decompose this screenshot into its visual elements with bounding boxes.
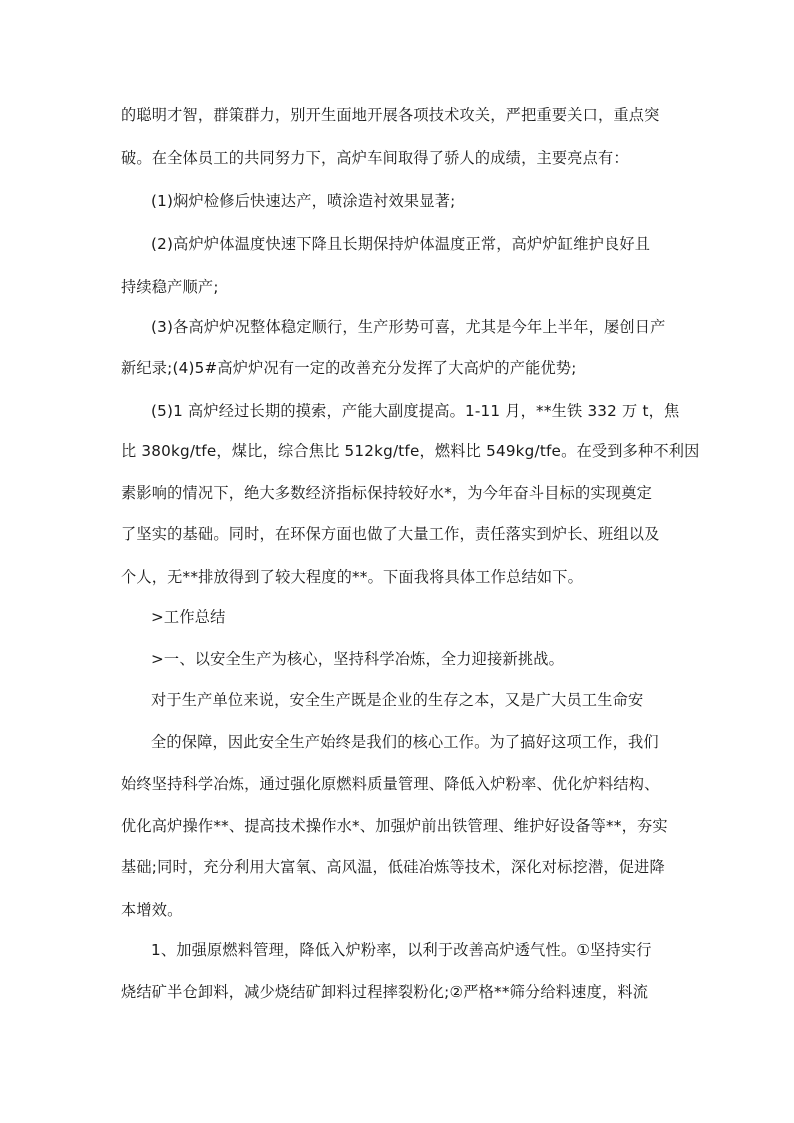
text-line: 个人，无**排放得到了较大程度的**。下面我将具体工作总结如下。 xyxy=(121,568,584,586)
text-line: 1、加强原燃料管理，降低入炉粉率，以利于改善高炉透气性。①坚持实行 xyxy=(151,941,652,959)
text-line: 对于生产单位来说，安全生产既是企业的生存之本，又是广大员工生命安 xyxy=(151,691,644,709)
text-line: 基础;同时，充分利用大富氧、高风温，低硅冶炼等技术，深化对标挖潜，促进降 xyxy=(121,858,665,876)
text-line: 素影响的情况下，绝大多数经济指标保持较好水*，为今年奋斗目标的实现奠定 xyxy=(121,484,652,502)
text-line: (5)1 高炉经过长期的摸索，产能大副度提高。1-11 月，**生铁 332 万 t，焦 xyxy=(151,402,680,420)
text-line: 优化高炉操作**、提高技术操作水*、加强炉前出铁管理、维护好设备等**，夯实 xyxy=(121,817,668,835)
text-line: 的聪明才智，群策群力，别开生面地开展各项技术攻关，严把重要关口，重点突 xyxy=(121,106,660,124)
text-line: 破。在全体员工的共同努力下，高炉车间取得了骄人的成绩，主要亮点有： xyxy=(121,149,629,167)
text-line: 全的保障，因此安全生产始终是我们的核心工作。为了搞好这项工作，我们 xyxy=(151,733,659,751)
text-line: (2)高炉炉体温度快速下降且长期保持炉体温度正常，高炉炉缸维护良好且 xyxy=(151,235,651,253)
text-line: 始终坚持科学冶炼，通过强化原燃料质量管理、降低入炉粉率、优化炉料结构、 xyxy=(121,775,660,793)
text-line: 了坚实的基础。同时，在环保方面也做了大量工作，责任落实到炉长、班组以及 xyxy=(121,525,660,543)
text-line: 比 380kg/tfe，煤比，综合焦比 512kg/tfe，燃料比 549kg/tfe。在受到多种不利因 xyxy=(121,442,700,460)
text-line: (1)焖炉检修后快速达产，喷涂造衬效果显著; xyxy=(151,192,456,210)
text-line: 新纪录;(4)5#高炉炉况有一定的改善充分发挥了大高炉的产能优势; xyxy=(121,359,577,377)
section-heading: >一、以安全生产为核心，坚持科学冶炼，全力迎接新挑战。 xyxy=(151,650,565,668)
text-line: 烧结矿半仓卸料，减少烧结矿卸料过程摔裂粉化;②严格**筛分给料速度，料流 xyxy=(121,983,649,1001)
section-heading: >工作总结 xyxy=(151,608,226,626)
text-line: (3)各高炉炉况整体稳定顺行，生产形势可喜，尤其是今年上半年，屡创日产 xyxy=(151,318,666,336)
text-line: 本增效。 xyxy=(121,901,183,919)
text-line: 持续稳产顺产; xyxy=(121,278,219,296)
